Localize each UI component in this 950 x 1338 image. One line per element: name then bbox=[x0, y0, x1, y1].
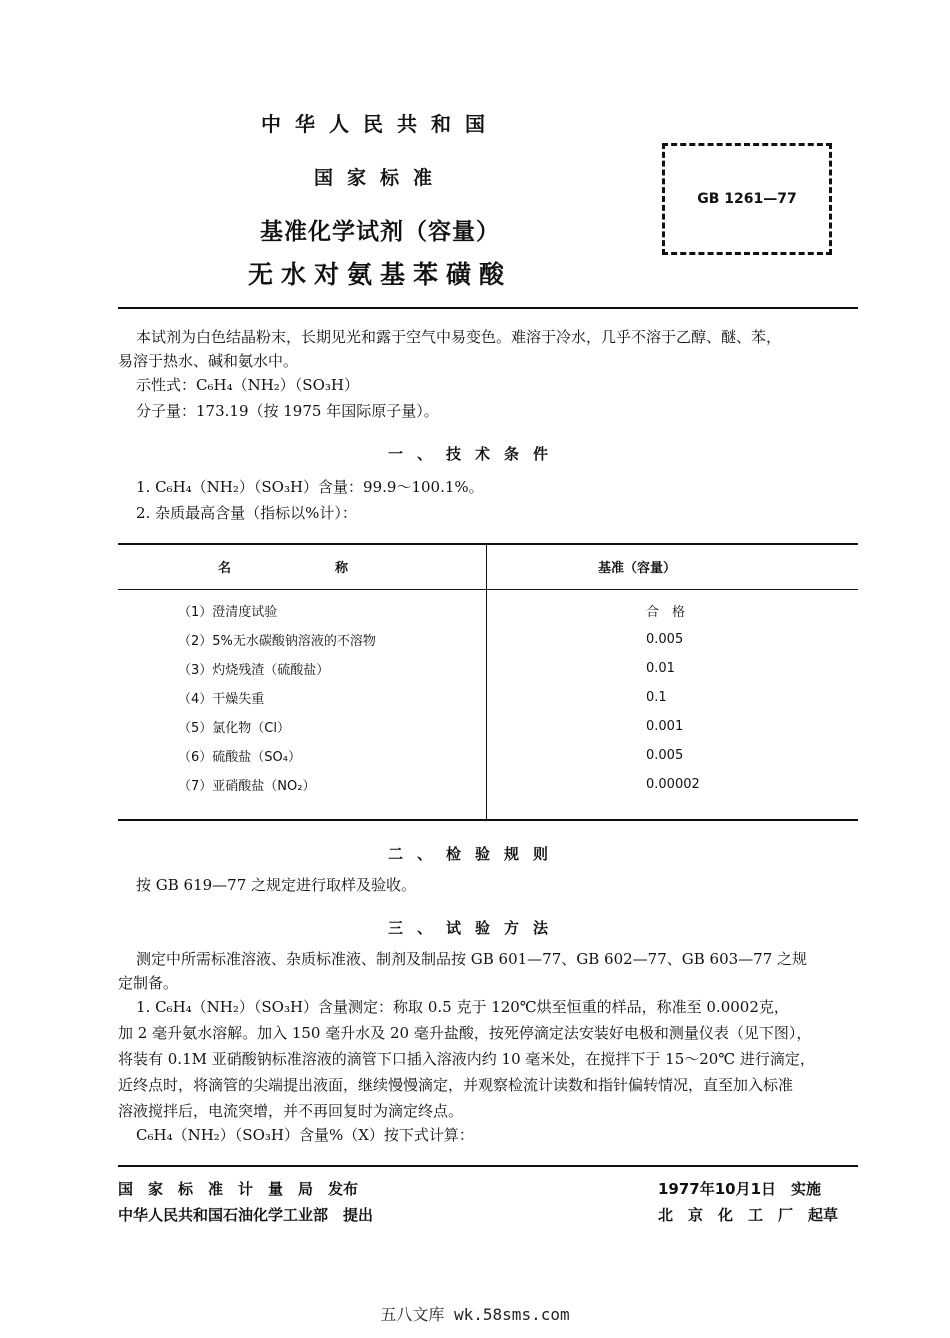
table-row-3-name: （3）灼烧残渣（硫酸盐） bbox=[178, 663, 330, 678]
table-row-1-name: （1）澄清度试验 bbox=[178, 605, 278, 620]
standard-number: GB 1261—77 bbox=[697, 191, 797, 207]
section-2-text: 按 GB 619—77 之规定进行取样及验收。 bbox=[136, 876, 417, 894]
table-row-5-name: （5）氯化物（Cl） bbox=[178, 721, 290, 736]
table-row-2-name: （2）5%无水碳酸钠溶液的不溶物 bbox=[178, 634, 376, 649]
footer-drafter: 北 京 化 工 厂 起草 bbox=[658, 1206, 839, 1224]
table-row-5-value: 0.001 bbox=[646, 719, 684, 734]
table-row-4-value: 0.1 bbox=[646, 690, 667, 705]
impurity-table bbox=[118, 543, 858, 820]
table-column-divider bbox=[486, 543, 487, 820]
footer-publisher: 国 家 标 准 计 量 局 发布 bbox=[118, 1180, 359, 1198]
footer-effective-date: 1977年10月1日 实施 bbox=[658, 1180, 822, 1198]
table-header-name: 名 称 bbox=[218, 561, 349, 576]
section-3-para-1-line-2: 定制备。 bbox=[118, 974, 179, 992]
header-country: 中华人民共和国 bbox=[261, 112, 499, 136]
section-1-title: 一、技术条件 bbox=[387, 445, 562, 463]
section-2-title: 二、检验规则 bbox=[387, 845, 562, 863]
table-row-2-value: 0.005 bbox=[646, 632, 684, 647]
standard-number-box bbox=[662, 143, 832, 255]
section-3-para-2-line-3: 将装有 0.1M 亚硝酸钠标准溶液的滴管下口插入溶液内约 10 毫米处，在搅拌下于 15～20℃ 进行滴定， bbox=[118, 1050, 815, 1068]
section-1-item-1: 1. C₆H₄（NH₂）（SO₃H）含量：99.9～100.1%。 bbox=[136, 478, 484, 496]
table-row-3-value: 0.01 bbox=[646, 661, 675, 676]
table-row-7-name: （7）亚硝酸盐（NO₂） bbox=[178, 779, 316, 794]
section-3-para-2-line-4: 近终点时，将滴管的尖端提出液面，继续慢慢滴定，并观察检流计读数和指针偏转情况，直至加入标准 bbox=[118, 1076, 794, 1094]
table-bottom-border bbox=[118, 819, 858, 821]
section-3-para-2-line-2: 加 2 毫升氨水溶解。加入 150 毫升水及 20 毫升盐酸，按死停滴定法安装好电极和测量仪表（见下图）， bbox=[118, 1024, 812, 1042]
section-3-para-2-line-5: 溶液搅拌后，电流突增，并不再回复时为滴定终点。 bbox=[118, 1102, 464, 1120]
section-3-para-2-line-1: 1. C₆H₄（NH₂）（SO₃H）含量测定：称取 0.5 克于 120℃烘至恒重的样品，称准至 0.0002克， bbox=[136, 998, 789, 1016]
intro-formula: 示性式：C₆H₄（NH₂）（SO₃H） bbox=[136, 376, 359, 394]
section-3-para-3: C₆H₄（NH₂）（SO₃H）含量%（X）按下式计算： bbox=[136, 1126, 474, 1144]
table-row-1-value: 合 格 bbox=[646, 605, 686, 620]
footer-divider bbox=[118, 1165, 858, 1167]
document-subtitle: 无水对氨基苯磺酸 bbox=[247, 260, 512, 289]
document-title: 基准化学试剂（容量） bbox=[260, 219, 500, 245]
table-header-value: 基准（容量） bbox=[598, 561, 677, 576]
table-row-4-name: （4）干燥失重 bbox=[178, 692, 265, 707]
section-3-para-1-line-1: 测定中所需标准溶液、杂质标准液、制剂及制品按 GB 601—77、GB 602—77、GB 603—77 之规 bbox=[136, 950, 808, 968]
watermark: 五八文库 wk.58sms.com bbox=[380, 1305, 570, 1324]
section-3-title: 三、试验方法 bbox=[387, 919, 562, 937]
section-1-item-2: 2. 杂质最高含量（指标以%计）： bbox=[136, 504, 357, 522]
table-row-7-value: 0.00002 bbox=[646, 777, 700, 792]
table-row-6-name: （6）硫酸盐（SO₄） bbox=[178, 750, 301, 765]
table-top-border bbox=[118, 543, 858, 545]
header-divider bbox=[118, 307, 858, 309]
footer-proposer: 中华人民共和国石油化学工业部 提出 bbox=[118, 1206, 374, 1224]
table-header-border bbox=[118, 589, 858, 590]
intro-molecular-weight: 分子量：173.19（按 1975 年国际原子量）。 bbox=[136, 402, 439, 420]
header-category: 国家标准 bbox=[313, 167, 446, 189]
table-row-6-value: 0.005 bbox=[646, 748, 684, 763]
intro-line-2: 易溶于热水、碱和氨水中。 bbox=[118, 352, 299, 370]
intro-line-1: 本试剂为白色结晶粉末，长期见光和露于空气中易变色。难溶于冷水，几乎不溶于乙醇、醚、苯， bbox=[136, 328, 782, 346]
